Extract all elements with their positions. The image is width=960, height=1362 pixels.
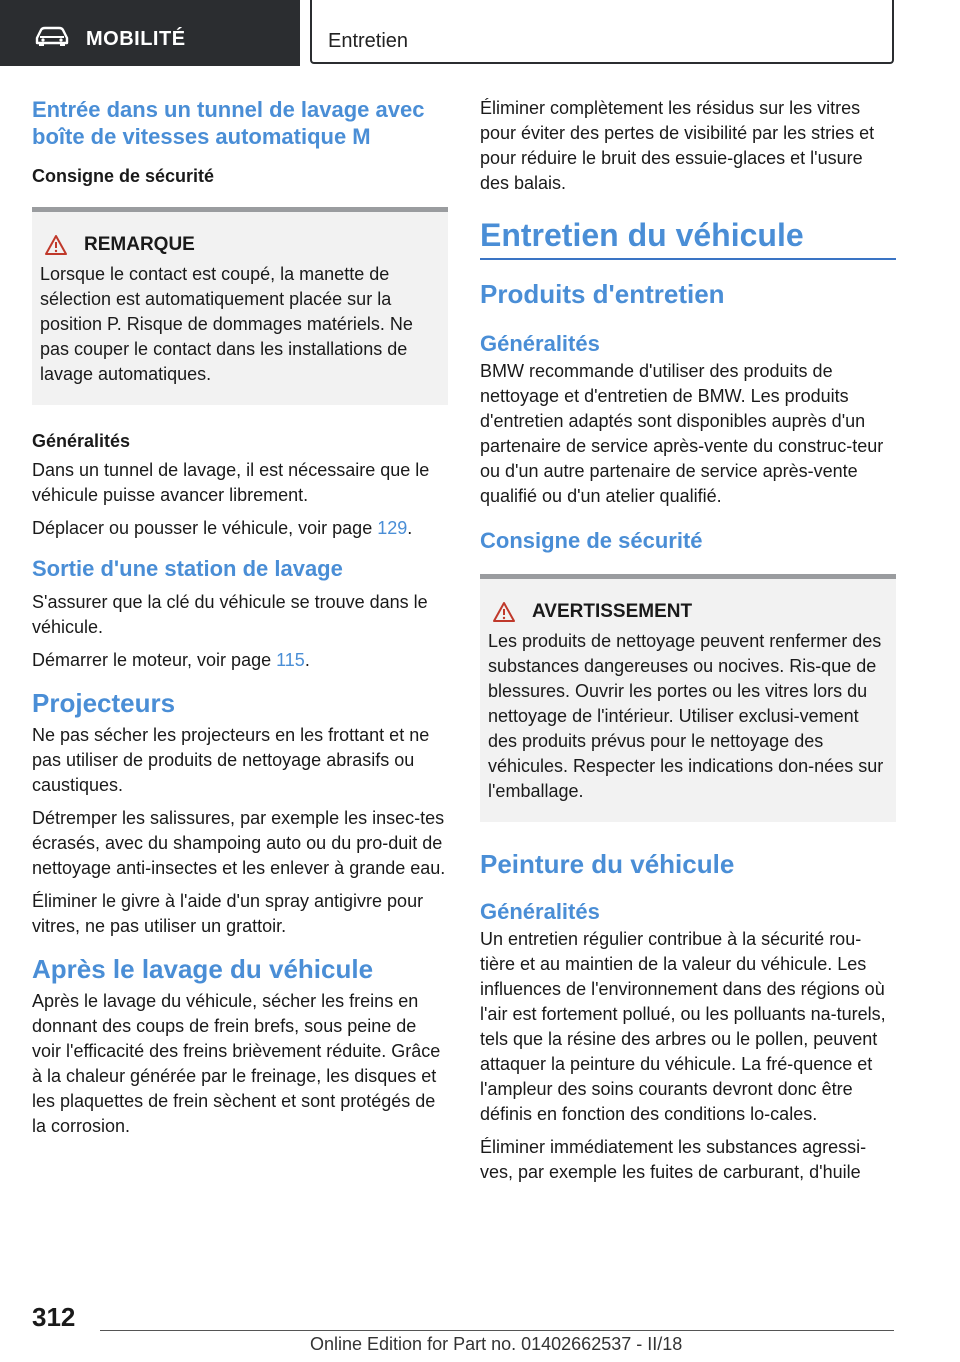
headlights-paragraph-2: Détremper les salissures, par exemple les insec-tes écrasés, avec du shampoing auto ou du pro-duit de nettoyage anti-insectes et les enlever à grande eau.	[32, 808, 446, 878]
warning-title: AVERTISSEMENT	[532, 601, 693, 622]
heading-general-2: Généralités	[480, 899, 600, 924]
intro-paragraph: Éliminer complètement les résidus sur les vitres pour éviter des pertes de visibilité par les stries et pour réduire le bruit des essuie-glaces et l'usure des balais.	[480, 98, 875, 193]
headlights-paragraph-1: Ne pas sécher les projecteurs en les frottant et ne pas utiliser de produits de nettoyage abrasifs ou caustiques.	[32, 725, 430, 795]
heading-vehicle-care: Entretien du véhicule	[480, 217, 804, 253]
section-label: MOBILITÉ	[86, 28, 186, 50]
warning-box	[480, 574, 896, 822]
section-tab[interactable]	[0, 0, 300, 66]
heading-care-products: Produits d'entretien	[480, 279, 725, 309]
general-label: Généralités	[32, 431, 131, 451]
heading-safety: Consigne de sécurité	[480, 528, 703, 553]
page-link-115[interactable]: 115	[276, 650, 305, 670]
title-rule	[480, 258, 896, 260]
general-paragraph-2	[32, 516, 448, 541]
general-p2-text: Déplacer ou pousser le véhicule, voir page	[32, 518, 378, 538]
warning-triangle-icon	[492, 601, 516, 623]
care-paragraph: BMW recommande d'utiliser des produits de nettoyage et d'entretien de BMW. Les produits d'entretien adaptés sont disponibles auprès d'un partenaire de service après-vente du construc-teur ou d'un autre partenaire de service après-vente qualifié ou d'un atelier qualifié.	[480, 361, 884, 506]
headlights-paragraph-3: Éliminer le givre à l'aide d'un spray antigivre pour vitres, ne pas utiliser un grattoir.	[32, 891, 424, 936]
warning-triangle-icon	[44, 234, 68, 256]
heading-general-1: Généralités	[480, 331, 600, 356]
page-header	[0, 0, 960, 66]
after-wash-paragraph: Après le lavage du véhicule, sécher les freins en donnant des coups de frein brefs, sous peine de voir l'efficacité des freins brièvement réduite. Grâce à la chaleur générée par le freinage, les disques et les plaquettes de frein sèchent et sont protégés de la corrosion.	[32, 991, 441, 1136]
note-box	[32, 207, 448, 405]
exit-p2-end: .	[304, 650, 310, 670]
edition-text: Online Edition for Part no. 01402662537 - II/18	[310, 1334, 683, 1354]
heading-exit-wash: Sortie d'une station de lavage	[32, 556, 343, 581]
paint-paragraph-1: Un entretien régulier contribue à la sécurité rou-tière et au maintien de la valeur du véhicule. Les influences de l'environnement dans des régions où l'air est fortement pollué, ou les polluants na-turels, tels que la résine des arbres ou le pollen, peuvent attaquer la peinture du véhicule. La fré-quence et l'ampleur des soins courants devront donc être définis en fonction des conditions lo-cales.	[480, 929, 886, 1124]
chapter-tab	[310, 0, 894, 64]
exit-p2-text: Démarrer le moteur, voir page	[32, 650, 277, 670]
page-number: 312	[32, 1302, 76, 1332]
safety-label: Consigne de sécurité	[32, 166, 215, 186]
left-column	[32, 96, 448, 1147]
warning-text: Les produits de nettoyage peuvent renfermer des substances dangereuses ou nocives. Ris-que de blessures. Ouvrir les portes ou les vitres lors du nettoyage de l'intérieur. Utiliser exclusi-vement des produits prévus pour le nettoyage des véhicules. Respecter les indications don-nées sur l'emballage.	[488, 631, 884, 801]
page-link-129[interactable]: 129	[377, 518, 408, 538]
chapter-title: Entretien	[328, 30, 409, 52]
footer-rule	[100, 1330, 894, 1331]
car-icon	[34, 26, 70, 46]
heading-paint: Peinture du véhicule	[480, 849, 735, 879]
right-column	[480, 96, 896, 1193]
heading-carwash-m: Entrée dans un tunnel de lavage avec boîte de vitesses automatique M	[32, 97, 425, 149]
general-p2-end: .	[407, 518, 413, 538]
note-text: Lorsque le contact est coupé, la manette de sélection est automatiquement placée sur la position P. Risque de dommages matériels. Ne pas couper le contact dans les installations de lavage automatiques.	[40, 264, 413, 384]
heading-after-wash: Après le lavage du véhicule	[32, 954, 374, 984]
note-title-row	[40, 234, 438, 256]
exit-paragraph-1: S'assurer que la clé du véhicule se trouve dans le véhicule.	[32, 592, 428, 637]
heading-headlights: Projecteurs	[32, 688, 176, 718]
general-paragraph-1: Dans un tunnel de lavage, il est nécessaire que le véhicule puisse avancer librement.	[32, 460, 430, 505]
note-title: REMARQUE	[84, 234, 195, 255]
paint-paragraph-2: Éliminer immédiatement les substances agressi-ves, par exemple les fuites de carburant, d'huile	[480, 1137, 867, 1182]
exit-paragraph-2	[32, 648, 448, 673]
warning-title-row	[488, 601, 886, 623]
